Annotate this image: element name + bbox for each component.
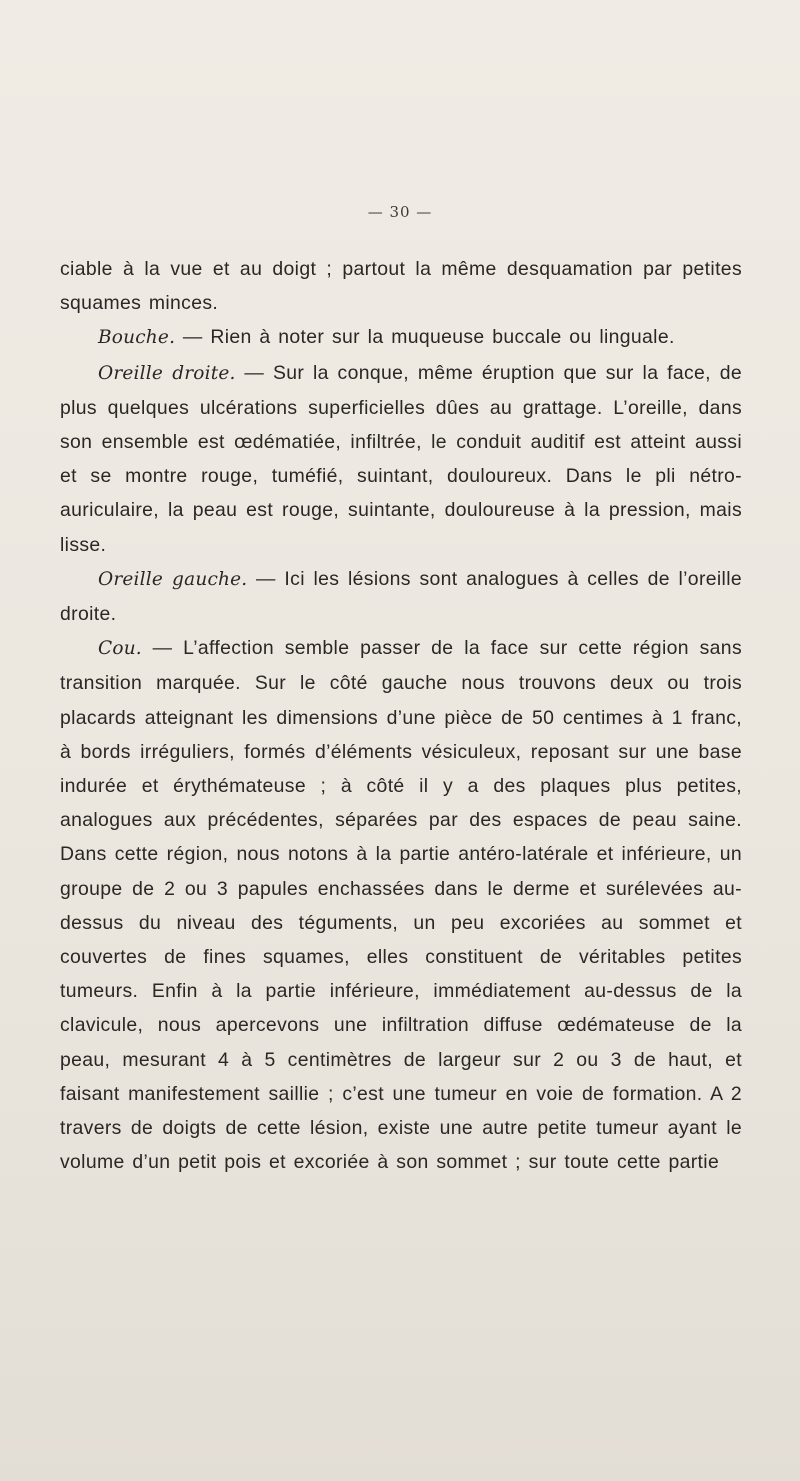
paragraph-oreille-droite [60, 356, 742, 562]
paragraph-text: ciable à la vue et au doigt ; partout la même desquamation par petites squames minces. [60, 258, 742, 315]
paragraph-oreille-gauche [60, 562, 742, 631]
section-heading-bouche: Bouche. [98, 327, 176, 349]
paragraph-cou [60, 631, 742, 1179]
paragraph-text: — Sur la conque, même éruption que sur la face, de plus quelques ulcérations superficielles dûes au grattage. L’oreille, dans son ensemble est œdématiée, infiltrée, le conduit auditif est atteint aussi et se montre rouge, tuméfié, suintant, douloureux. Dans le pli nétro-auriculaire, la peau est rouge, suintante, douloureuse à la pression, mais lisse. [60, 361, 742, 556]
paragraph-continuation [60, 252, 742, 320]
section-heading-oreille-droite: Oreille droite. [98, 362, 236, 384]
section-heading-cou: Cou. [98, 638, 142, 660]
body-text [60, 252, 742, 1179]
paragraph-bouche [60, 320, 742, 355]
paragraph-text: — Ici les lésions sont analogues à celles de l’oreille droite. [60, 567, 742, 626]
paragraph-text: — L’affection semble passer de la face sur cette région sans transition marquée. Sur le côté gauche nous trouvons deux ou trois placards atteignant les dimensions d’une pièce de 50 centimes à 1 franc, à bords irréguliers, formés d’éléments vésiculeux, reposant sur une base indurée et érythémateuse ; à côté il y a des plaques plus petites, analogues aux précédentes, séparées par des espaces de peau saine. Dans cette région, nous notons à la partie antéro-latérale et inférieure, un groupe de 2 ou 3 papules enchassées dans le derme et surélevées au-dessus du niveau des téguments, un peu excoriées au sommet et couvertes de fines squames, elles constituent de véritables petites tumeurs. Enfin à la partie inférieure, immédiatement au-dessus de la clavicule, nous apercevons une infiltration diffuse œdémateuse de la peau, mesurant 4 à 5 centimètres de largeur sur 2 ou 3 de haut, et faisant manifestement saillie ; c’est une tumeur en voie de formation. A 2 travers de doigts de cette lésion, existe une autre petite tumeur ayant le volume d’un petit pois et excoriée à son sommet ; sur toute cette partie [60, 637, 742, 1174]
section-heading-oreille-gauche: Oreille gauche. [98, 568, 248, 590]
page-number: — 30 — [367, 203, 433, 221]
paragraph-text: — Rien à noter sur la muqueuse buccale ou linguale. [175, 326, 675, 349]
